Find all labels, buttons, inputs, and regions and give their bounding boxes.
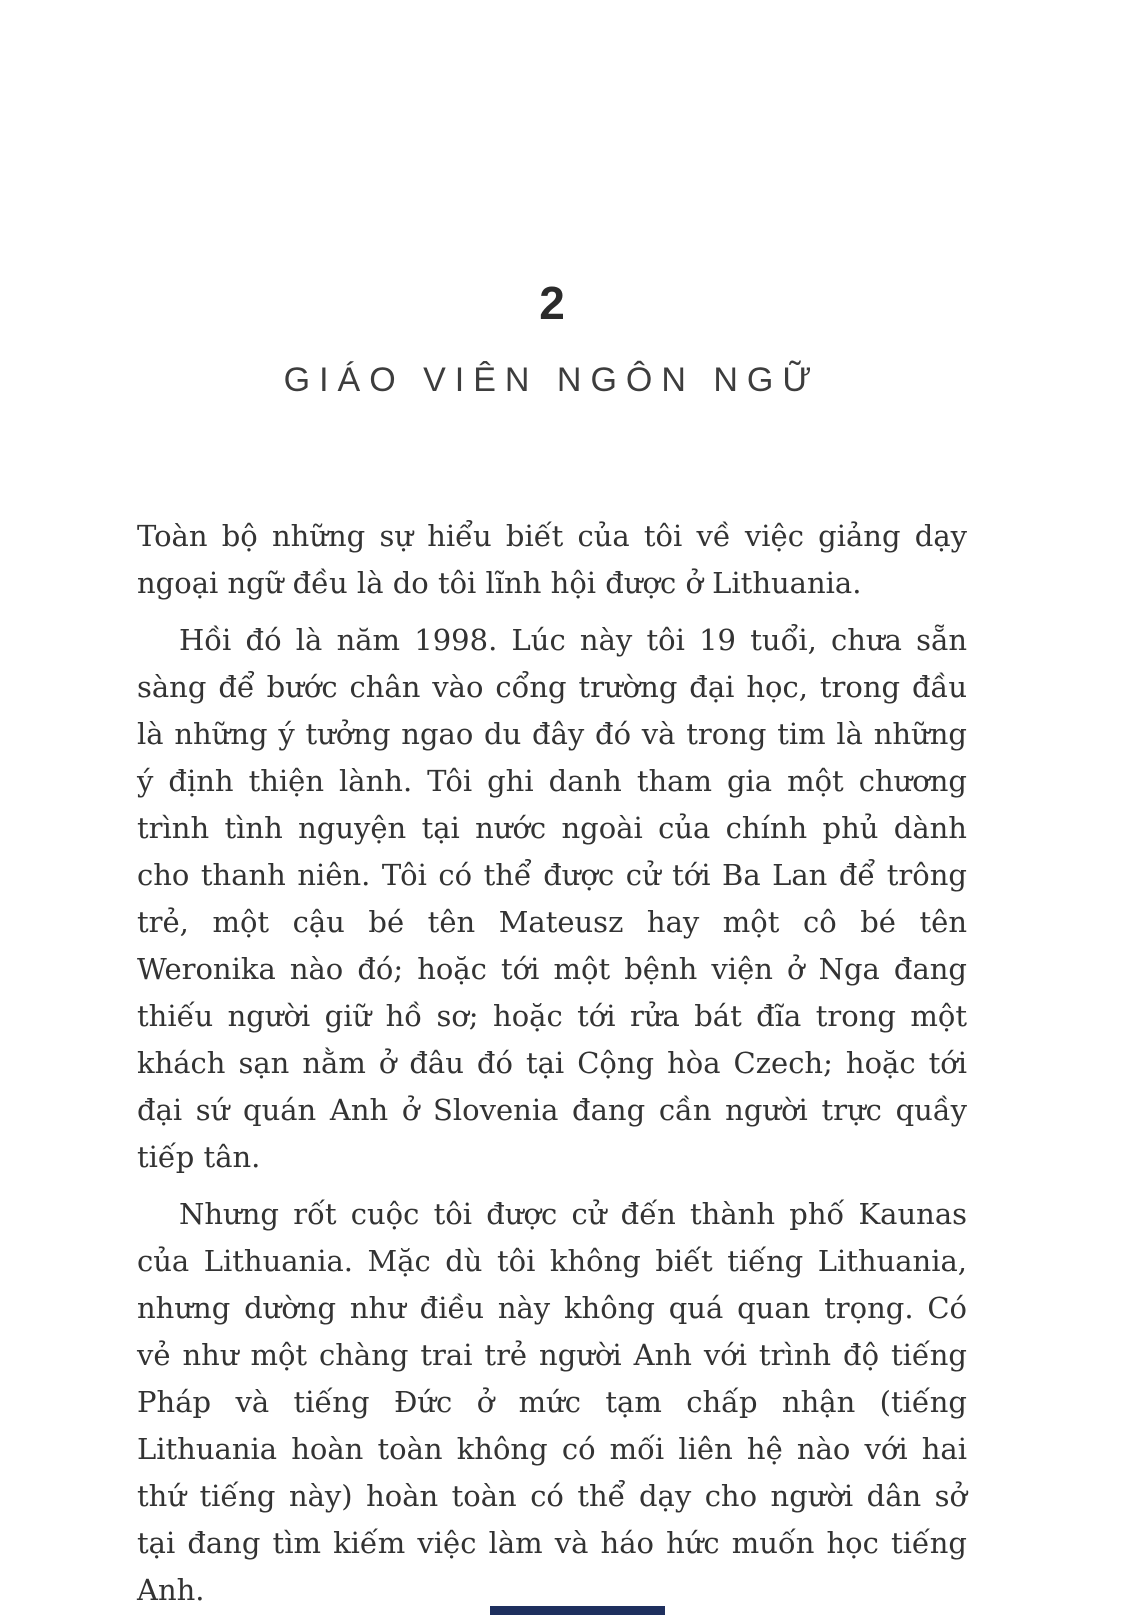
body-text	[137, 513, 967, 1614]
chapter-number: 2	[539, 277, 565, 329]
chapter-title: GIÁO VIÊN NGÔN NGỮ	[283, 361, 821, 399]
paragraph: Hồi đó là năm 1998. Lúc này tôi 19 tuổi, chưa sẵn sàng để bước chân vào cổng trường đại học, trong đầu là những ý tưởng ngao du đây đó và trong tim là những ý định thiện lành. Tôi ghi danh tham gia một chương trình tình nguyện tại nước ngoài của chính phủ dành cho thanh niên. Tôi có thể được cử tới Ba Lan để trông trẻ, một cậu bé tên Mateusz hay một cô bé tên Weronika nào đó; hoặc tới một bệnh viện ở Nga đang thiếu người giữ hồ sơ; hoặc tới rửa bát đĩa trong một khách sạn nằm ở đâu đó tại Cộng hòa Czech; hoặc tới đại sứ quán Anh ở Slovenia đang cần người trực quầy tiếp tân.	[137, 622, 967, 1174]
bottom-bar-fragment	[490, 1606, 665, 1615]
paragraph: Toàn bộ những sự hiểu biết của tôi về việc giảng dạy ngoại ngữ đều là do tôi lĩnh hội được ở Lithuania.	[137, 518, 967, 600]
page-content	[137, 0, 967, 1615]
paragraph: Nhưng rốt cuộc tôi được cử đến thành phố Kaunas của Lithuania. Mặc dù tôi không biết tiếng Lithuania, nhưng dường như điều này không quá quan trọng. Có vẻ như một chàng trai trẻ người Anh với trình độ tiếng Pháp và tiếng Đức ở mức tạm chấp nhận (tiếng Lithuania hoàn toàn không có mối liên hệ nào với hai thứ tiếng này) hoàn toàn có thể dạy cho người dân sở tại đang tìm kiếm việc làm và háo hức muốn học tiếng Anh.	[137, 1196, 967, 1607]
